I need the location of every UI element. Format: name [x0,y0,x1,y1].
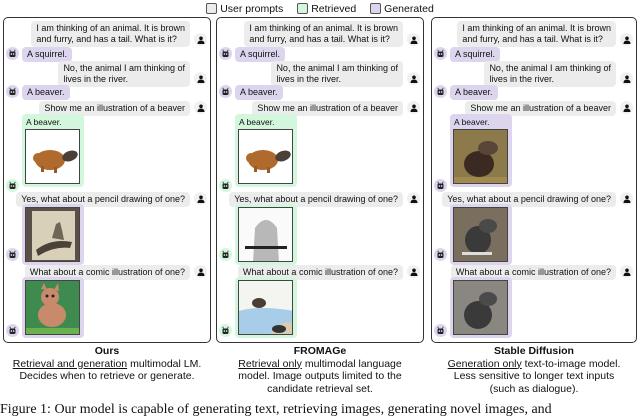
bot-message: A squirrel. [235,47,285,62]
description-text: multimodal LM. [127,357,202,370]
image-message-generated [450,277,512,338]
legend-label: Generated [384,2,434,15]
bot-avatar-icon [434,47,447,60]
bot-avatar-icon [6,248,19,261]
bot-message: A squirrel. [22,47,72,62]
rodent-drawing-image [453,280,508,335]
comic-beaver-image [25,280,80,335]
message-text: lives in the river. [63,74,128,84]
user-avatar-icon [194,101,207,114]
user-avatar-icon [407,72,420,85]
user-message: Show me an illustration of a beaver [252,101,403,116]
message-text: and furry, and has a tail. What is it? [249,34,390,44]
bot-message: A beaver. [450,85,498,100]
user-message: Show me an illustration of a beaver [465,101,616,116]
user-message [58,61,190,87]
user-avatar-icon [407,33,420,46]
message-text: lives in the river. [489,74,554,84]
caption-stable-diffusion [431,345,637,395]
image-message-generated [22,277,84,338]
panel-title: Stable Diffusion [494,345,574,357]
panel-description-line [216,358,424,371]
legend-label: User prompts [220,2,284,15]
panel-title: Ours [94,345,120,357]
bot-avatar-icon [434,85,447,98]
generated-swatch [370,3,381,14]
user-avatar-icon [407,101,420,114]
user-avatar-icon [620,72,633,85]
bot-avatar-icon [6,179,19,192]
message-text: No, the animal I am thinking of [63,63,185,73]
panel-title: FROMAGe [293,345,347,357]
image-message-generated [450,114,512,187]
image-caption: A beaver. [26,117,62,127]
bot-avatar-icon [6,85,19,98]
panel-ours [3,17,211,343]
legend-item-retrieved [297,3,356,15]
underlined-phrase: Generation only [447,357,522,370]
user-avatar-icon [620,33,633,46]
retrieved-swatch [297,3,308,14]
legend [0,1,640,16]
image-message-generated [450,204,512,265]
user-message: Yes, what about a pencil drawing of one? [16,192,190,207]
panel-description-line: Decides when to retrieve or generate. [19,370,195,382]
message-text: and furry, and has a tail. What is it? [462,34,603,44]
bot-avatar-icon [219,179,232,192]
message-text: No, the animal I am thinking of [276,63,398,73]
legend-item-generated [370,3,434,15]
legend-item-user-prompts [206,3,283,15]
message-text: No, the animal I am thinking of [489,63,611,73]
panel-description-line: (such as dialogue). [489,382,579,395]
message-text: I am thinking of an animal. It is brown [462,23,611,33]
panel-description-line: candidate retrieval set. [267,382,373,395]
bot-message: A beaver. [22,85,70,100]
legend-label: Retrieved [311,2,357,15]
user-message: What about a comic illustration of one? [451,265,616,280]
image-message-retrieved [235,114,297,187]
user-avatar-icon [194,265,207,278]
image-message-generated [22,204,84,265]
user-prompts-swatch [206,3,217,14]
message-text: and furry, and has a tail. What is it? [36,34,177,44]
image-caption: A beaver. [454,117,490,127]
user-message: Yes, what about a pencil drawing of one? [229,192,403,207]
panel-stable-diffusion [431,17,637,343]
user-message [457,21,616,47]
message-text: lives in the river. [276,74,341,84]
message-text: I am thinking of an animal. It is brown [249,23,398,33]
user-avatar-icon [194,33,207,46]
user-avatar-icon [194,72,207,85]
description-text: multimodal language [301,357,402,370]
image-message-retrieved [235,204,297,265]
user-avatar-icon [407,265,420,278]
user-avatar-icon [620,265,633,278]
user-message [271,61,403,87]
image-message-retrieved [22,114,84,187]
description-text: text-to-image model. [521,357,621,370]
user-avatar-icon [620,192,633,205]
caption-ours [3,345,211,383]
image-caption: A beaver. [239,117,275,127]
user-message [244,21,403,47]
bot-avatar-icon [219,47,232,60]
beaver-cartoon-image [238,129,293,184]
pencil-sketch-image [238,207,293,262]
bot-avatar-icon [6,324,19,337]
panel-description-line: Less sensitive to longer text inputs [453,370,615,382]
river-scene-image [238,280,293,335]
bot-message: A beaver. [235,85,283,100]
user-avatar-icon [407,192,420,205]
user-message: Yes, what about a pencil drawing of one? [442,192,616,207]
bot-avatar-icon [6,47,19,60]
user-avatar-icon [620,101,633,114]
user-message: What about a comic illustration of one? [238,265,403,280]
panel-description-line: model. Image outputs limited to the [238,370,402,382]
user-avatar-icon [194,192,207,205]
rodent-drawing-image [453,207,508,262]
user-message: What about a comic illustration of one? [25,265,190,280]
bot-avatar-icon [434,248,447,261]
figure-caption: Figure 1: Our model is capable of generating text, retrieving images, generating novel images, and [0,402,552,416]
user-message [484,61,616,87]
pencil-drawing-image [25,207,80,262]
caption-fromage [216,345,424,395]
underlined-phrase: Retrieval only [238,357,302,370]
panel-description-line [431,358,637,371]
bot-avatar-icon [219,248,232,261]
bot-avatar-icon [434,179,447,192]
bot-avatar-icon [434,324,447,337]
panel-description-line [3,358,211,371]
beaver-cartoon-image [25,129,80,184]
image-message-retrieved [235,277,297,338]
user-message: Show me an illustration of a beaver [39,101,190,116]
user-message [31,21,190,47]
panel-fromage [216,17,424,343]
bot-message: A squirrel. [450,47,500,62]
beaver-painting-image [453,129,508,184]
bot-avatar-icon [219,85,232,98]
message-text: I am thinking of an animal. It is brown [36,23,185,33]
underlined-phrase: Retrieval and generation [12,357,128,370]
bot-avatar-icon [219,324,232,337]
